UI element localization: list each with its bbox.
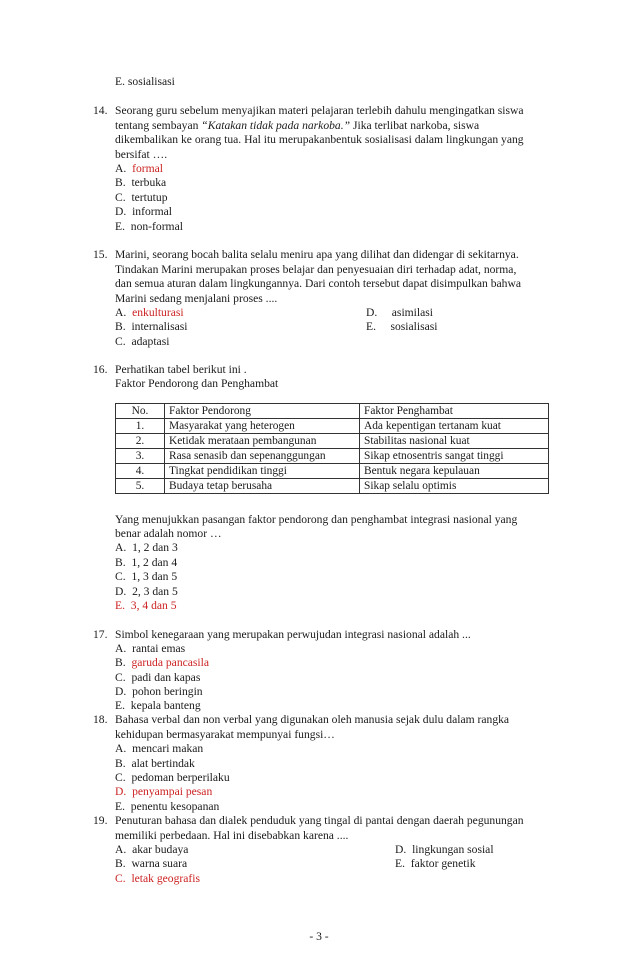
q19-number: 19.: [93, 814, 108, 827]
q15-option: [366, 320, 438, 334]
table-cell: 1.: [116, 419, 165, 434]
q18-option-correct: [115, 785, 212, 799]
table-row: [116, 419, 549, 434]
option-text: alat bertindak: [131, 757, 195, 770]
table-cell: Sikap selalu optimis: [360, 479, 549, 494]
option-letter: E.: [115, 220, 125, 233]
option-text: lingkungan sosial: [412, 843, 494, 856]
table-row: [116, 434, 549, 449]
q18-option: [115, 757, 195, 771]
option-letter: B.: [115, 556, 126, 569]
q14-number: 14.: [93, 104, 108, 117]
q15-option: [115, 335, 169, 349]
option-text: informal: [132, 205, 172, 218]
option-text: pohon beringin: [132, 685, 203, 698]
option-text: asimilasi: [391, 306, 433, 319]
option-letter: B.: [115, 757, 126, 770]
q14-option: [115, 205, 172, 219]
option-text: pedoman berperilaku: [131, 771, 230, 784]
table-row: [116, 449, 549, 464]
option-text: faktor genetik: [410, 857, 476, 870]
q14-text-post: Jika terlibat narkoba, siswa: [350, 119, 480, 132]
q17-option: [115, 699, 201, 713]
q15-option: [115, 320, 187, 334]
table-header-row: [116, 404, 549, 419]
q16-text-line: Yang menujukkan pasangan faktor pendorong dan penghambat integrasi nasional yang: [115, 513, 518, 526]
option-text: sosialisasi: [390, 320, 438, 333]
table-cell: 3.: [116, 449, 165, 464]
option-text: internalisasi: [131, 320, 188, 333]
q17-option: [115, 685, 203, 699]
table-cell: Rasa senasib dan sepenanggungan: [165, 449, 360, 464]
q19-option: [115, 843, 188, 857]
q14-option: [115, 220, 183, 234]
q16-option: [115, 585, 178, 599]
q17-number: 17.: [93, 628, 108, 641]
option-text: 1, 2 dan 3: [132, 541, 178, 554]
correct-answer: garuda pancasila: [131, 656, 210, 669]
option-letter: A.: [115, 162, 127, 175]
correct-answer: penyampai pesan: [132, 785, 213, 798]
q15-text-line: Marini, seorang bocah balita selalu meniru apa yang dilihat dan didengar di sekitarnya.: [115, 248, 519, 261]
q18-option: [115, 800, 219, 814]
option-letter: B.: [115, 320, 126, 333]
table-cell: 2.: [116, 434, 165, 449]
q16-text-line: benar adalah nomor …: [115, 527, 222, 540]
option-letter: D.: [366, 306, 378, 319]
q19-option: [395, 843, 494, 857]
q14-option: [115, 176, 166, 190]
option-text: kepala banteng: [130, 699, 201, 712]
option-text: 1, 3 dan 5: [131, 570, 178, 583]
q13-option-e: E. sosialisasi: [115, 75, 175, 88]
option-letter: E.: [366, 320, 376, 333]
option-text: akar budaya: [132, 843, 189, 856]
option-letter: C.: [115, 335, 126, 348]
q15-text-line: Marini sedang menjalani proses ....: [115, 292, 278, 305]
page-number: - 3 -: [309, 930, 329, 943]
correct-answer: formal: [132, 162, 163, 175]
q19-option: [115, 857, 187, 871]
q18-text-line: Bahasa verbal dan non verbal yang digunakan oleh manusia sejak dulu dalam rangka: [115, 713, 510, 726]
option-letter: D.: [115, 205, 127, 218]
table-cell: Ada kepentigan tertanam kuat: [360, 419, 549, 434]
q14-text-line: dikembalikan ke orang tua. Hal itu merupakanbentuk sosialisasi dalam lingkungan yang: [115, 133, 524, 146]
option-letter: D.: [395, 843, 407, 856]
option-letter: D.: [115, 685, 127, 698]
q17-option: [115, 671, 200, 685]
q17-text-line: Simbol kenegaraan yang merupakan perwujudan integrasi nasional adalah ...: [115, 628, 471, 641]
q19-option: [395, 857, 476, 871]
option-text: penentu kesopanan: [130, 800, 220, 813]
q18-number: 18.: [93, 713, 108, 726]
option-letter: A.: [115, 541, 127, 554]
q14-text-line: Seorang guru sebelum menyajikan materi pelajaran terlebih dahulu mengingatkan siswa: [115, 104, 524, 117]
table-cell: Sikap etnosentris sangat tinggi: [360, 449, 549, 464]
q18-option: [115, 771, 230, 785]
option-letter: C.: [115, 570, 126, 583]
q15-option: [115, 306, 184, 320]
option-letter: C.: [115, 191, 126, 204]
option-letter: A.: [115, 843, 127, 856]
q18-text-line: kehidupan bermasyarakat mempunyai fungsi…: [115, 728, 335, 741]
option-letter: A.: [115, 742, 127, 755]
correct-answer: enkulturasi: [132, 306, 184, 319]
option-letter: E.: [115, 699, 125, 712]
option-text: padi dan kapas: [131, 671, 201, 684]
option-letter: E.: [115, 800, 125, 813]
q14-text-line: bersifat ….: [115, 148, 168, 161]
q19-option-correct: [115, 872, 200, 886]
option-text: 1, 2 dan 4: [131, 556, 178, 569]
q16-table-title: Faktor Pendorong dan Penghambat: [115, 377, 279, 390]
q15-number: 15.: [93, 248, 108, 261]
q14-option: [115, 162, 163, 176]
q16-option: [115, 570, 177, 584]
option-text: non-formal: [130, 220, 183, 233]
q18-option: [115, 742, 203, 756]
q16-option: [115, 556, 177, 570]
option-text: terbuka: [131, 176, 167, 189]
table-cell: Tingkat pendidikan tinggi: [165, 464, 360, 479]
correct-answer: 3, 4 dan 5: [130, 599, 177, 612]
option-text: adaptasi: [131, 335, 170, 348]
q14-text-line: [115, 119, 479, 133]
q14-option: [115, 191, 168, 205]
option-letter: A.: [115, 306, 127, 319]
table-cell: Bentuk negara kepulauan: [360, 464, 549, 479]
q14-text-pre: tentang sembayan: [115, 119, 202, 132]
q15-text-line: Tindakan Marini merupakan proses belajar dan penyesuaian diri terhadap adat, norma,: [115, 263, 517, 276]
table-header: Faktor Penghambat: [360, 404, 549, 419]
q15-option: [366, 306, 433, 320]
q19-text-line: Penuturan bahasa dan dialek penduduk yang tingal di pantai dengan daerah pegunungan: [115, 814, 524, 827]
table-cell: Ketidak merataan pembangunan: [165, 434, 360, 449]
option-letter: E.: [115, 599, 125, 612]
option-letter: D.: [115, 585, 127, 598]
q14-quote: “Katakan tidak pada narkoba.”: [201, 119, 351, 132]
option-letter: E.: [395, 857, 405, 870]
option-text: mencari makan: [132, 742, 204, 755]
option-letter: C.: [115, 671, 126, 684]
q16-option-correct: [115, 599, 177, 613]
option-letter: B.: [115, 857, 126, 870]
option-letter: A.: [115, 642, 127, 655]
correct-answer: letak geografis: [131, 872, 201, 885]
table-cell: 4.: [116, 464, 165, 479]
option-letter: C.: [115, 872, 126, 885]
q16-text-line: Perhatikan tabel berikut ini .: [115, 363, 247, 376]
table-header: No.: [116, 404, 165, 419]
option-text: 2, 3 dan 5: [132, 585, 178, 598]
option-letter: D.: [115, 785, 127, 798]
table-cell: Masyarakat yang heterogen: [165, 419, 360, 434]
q19-text-line: memiliki perbedaan. Hal ini disebabkan karena ....: [115, 829, 349, 842]
table-cell: Budaya tetap berusaha: [165, 479, 360, 494]
option-letter: B.: [115, 176, 126, 189]
q17-option: [115, 656, 209, 670]
table-row: [116, 479, 549, 494]
option-text: rantai emas: [132, 642, 186, 655]
table-cell: Stabilitas nasional kuat: [360, 434, 549, 449]
q17-option: [115, 642, 185, 656]
factor-table: [115, 403, 549, 494]
option-letter: B.: [115, 656, 126, 669]
q15-text-line: dan semua aturan dalam lingkungannya. Dari contoh tersebut dapat disimpulkan bahwa: [115, 277, 521, 290]
option-text: warna suara: [131, 857, 188, 870]
q16-option: [115, 541, 178, 555]
option-text: tertutup: [131, 191, 168, 204]
option-letter: C.: [115, 771, 126, 784]
table-row: [116, 464, 549, 479]
table-header: Faktor Pendorong: [165, 404, 360, 419]
q16-number: 16.: [93, 363, 108, 376]
table-cell: 5.: [116, 479, 165, 494]
